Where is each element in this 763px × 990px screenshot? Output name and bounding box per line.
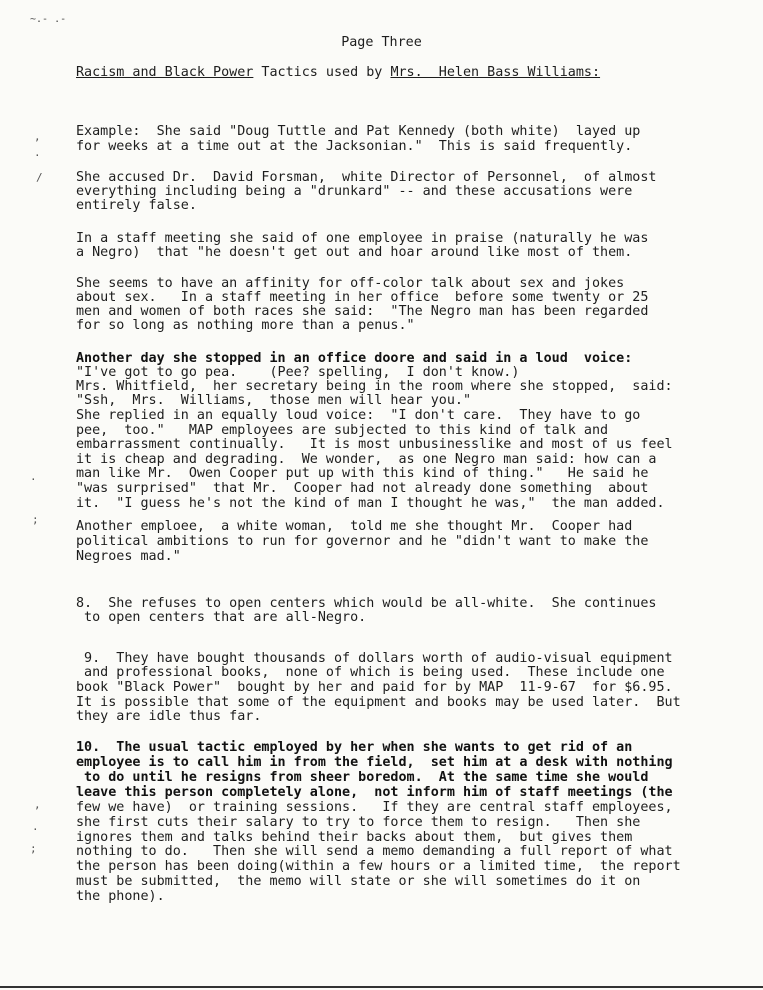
para-5-line-7: embarrassment continually. It is most unbusinesslike and most of us feel — [76, 437, 673, 452]
item-10-line-4: leave this person completely alone, not inform him of staff meetings (the — [76, 785, 673, 800]
para-5-line-2: "I've got to go pea. (Pee? spelling, I don't know.) — [76, 365, 520, 380]
para-5-line-14: Negroes mad." — [76, 549, 181, 564]
para-5-line-13: political ambitions to run for governor and he "didn't want to make the — [76, 534, 649, 549]
section-title-part2: Tactics used by — [253, 65, 391, 80]
margin-speck: . — [34, 146, 41, 159]
margin-speck: ; — [32, 513, 39, 526]
para-5-line-5: She replied in an equally loud voice: "I don't care. They have to go — [76, 408, 641, 423]
item-10-line-10: must be submitted, the memo will state or she will sometimes do it on — [76, 874, 641, 889]
margin-speck: ; — [30, 842, 37, 855]
item-10-line-7: ignores them and talks behind their backs about them, but gives them — [76, 830, 633, 845]
section-title — [76, 65, 600, 80]
item-9-line-1: 9. They have bought thousands of dollars worth of audio-visual equipment — [76, 651, 673, 666]
para-1-line-2: for weeks at a time out at the Jacksonian." This is said frequently. — [76, 139, 633, 154]
para-4-line-1: She seems to have an affinity for off-color talk about sex and jokes — [76, 276, 625, 291]
para-5-line-1: Another day she stopped in an office doore and said in a loud voice: — [76, 351, 633, 366]
corner-marks: ~.- .- — [30, 14, 67, 25]
item-9-line-3: book "Black Power" bought by her and paid for by MAP 11-9-67 for $6.95. — [76, 680, 673, 695]
para-4-line-4: for so long as nothing more than a penus." — [76, 318, 415, 333]
item-10-line-5: few we have) or training sessions. If they are central staff employees, — [76, 800, 673, 815]
margin-speck: . — [30, 470, 37, 483]
item-9-line-2: and professional books, none of which is being used. These include one — [76, 665, 665, 680]
para-5-line-6: pee, too." MAP employees are subjected to this kind of talk and — [76, 423, 609, 438]
section-title-part1: Racism and Black Power — [76, 65, 254, 80]
para-3-line-2: a Negro) that "he doesn't get out and hoar around like most of them. — [76, 245, 633, 260]
para-4-line-3: men and women of both races she said: "The Negro man has been regarded — [76, 304, 649, 319]
para-5-line-11: it. "I guess he's not the kind of man I thought he was," the man added. — [76, 496, 665, 511]
margin-speck: . — [32, 820, 39, 833]
para-1-line-1: Example: She said "Doug Tuttle and Pat Kennedy (both white) layed up — [76, 124, 641, 139]
para-5-line-8: it is cheap and degrading. We wonder, as one Negro man said: how can a — [76, 452, 657, 467]
margin-speck: , — [34, 130, 41, 143]
para-5-line-9: man like Mr. Owen Cooper put up with this kind of thing." He said he — [76, 466, 649, 481]
para-5-line-4: "Ssh, Mrs. Williams, those men will hear you." — [76, 393, 472, 408]
page-number: Page Three — [341, 35, 422, 50]
item-8-line-2: to open centers that are all-Negro. — [76, 610, 367, 625]
para-2-line-3: entirely false. — [76, 198, 197, 213]
item-9-line-5: they are idle thus far. — [76, 709, 262, 724]
bottom-edge-rule — [0, 986, 763, 988]
item-8-line-1: 8. She refuses to open centers which would be all-white. She continues — [76, 596, 657, 611]
section-title-part3: Mrs. Helen Bass Williams: — [390, 65, 601, 80]
para-5-line-10: "was surprised" that Mr. Cooper had not already done something about — [76, 481, 649, 496]
item-10-line-9: the person has been doing(within a few hours or a limited time, the report — [76, 859, 681, 874]
para-5-line-3: Mrs. Whitfield, her secretary being in the room where she stopped, said: — [76, 379, 673, 394]
para-2-line-2: everything including being a "drunkard" -- and these accusations were — [76, 184, 633, 199]
para-3-line-1: In a staff meeting she said of one employee in praise (naturally he was — [76, 231, 649, 246]
item-10-line-8: nothing to do. Then she will send a memo demanding a full report of what — [76, 844, 673, 859]
para-2-line-1: She accused Dr. David Forsman, white Director of Personnel, of almost — [76, 170, 657, 185]
item-10-line-3: to do until he resigns from sheer boredom. At the same time she would — [76, 770, 649, 785]
item-10-line-1: 10. The usual tactic employed by her when she wants to get rid of an — [76, 740, 633, 755]
para-4-line-2: about sex. In a staff meeting in her office before some twenty or 25 — [76, 290, 649, 305]
item-9-line-4: It is possible that some of the equipment and books may be used later. But — [76, 695, 681, 710]
margin-speck: , — [34, 798, 41, 811]
margin-speck: / — [36, 171, 43, 184]
item-10-line-2: employee is to call him in from the field, set him at a desk with nothing — [76, 755, 673, 770]
item-10-line-6: she first cuts their salary to try to force them to resign. Then she — [76, 815, 641, 830]
para-5-line-12: Another emploee, a white woman, told me she thought Mr. Cooper had — [76, 519, 633, 534]
item-10-line-11: the phone). — [76, 889, 165, 904]
